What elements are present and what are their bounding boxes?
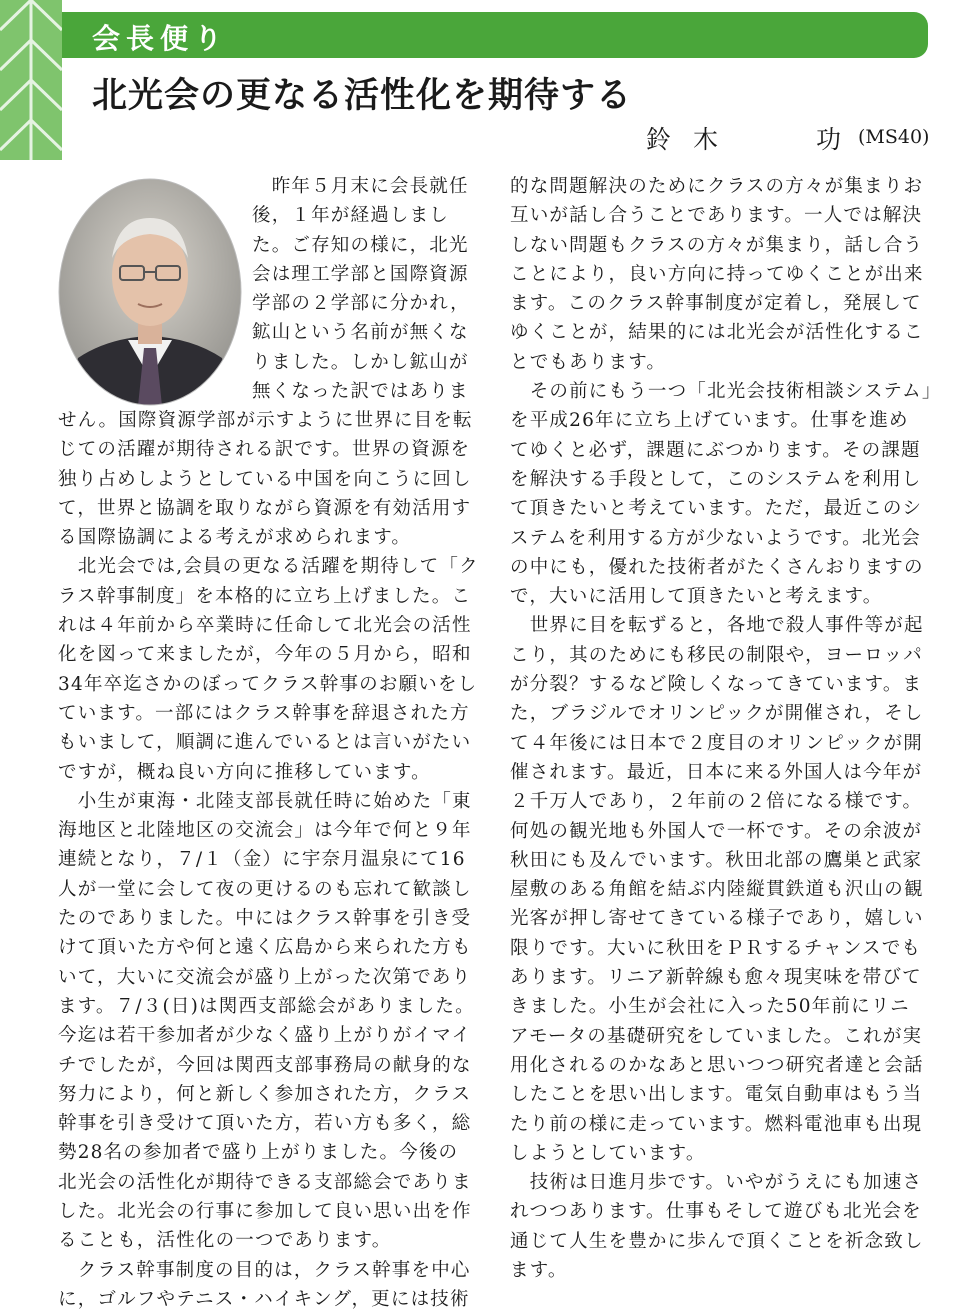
text-line: 会は理工学部と国際資源 (252, 263, 469, 285)
text-line: せん。国際資源学部が示すように世界に目を転 (58, 410, 473, 431)
text-line: 34年卒迄さかのぼってクラス幹事のお願いをし (58, 673, 478, 695)
text-line: その前にもう一つ「北光会技術相談システム」 (510, 381, 942, 403)
corner-decoration (0, 0, 62, 160)
text-line: アモータの基礎研究をしていました。これが実 (510, 1025, 923, 1047)
text-line: じての活躍が期待される訳です。世界の資源を (58, 439, 471, 461)
text-line: 人が一堂に会して夜の更けるのも忘れて歓談し (58, 878, 472, 900)
text-line: した。北光会の行事に参加して良い思い出を作 (58, 1201, 472, 1223)
text-line: 用化されるのかなあと思いつつ研究者達と会話 (510, 1054, 924, 1076)
text-line: たのでありました。中にはクラス幹事を引き受 (58, 908, 472, 930)
text-line: ラス幹事制度」を本格的に立ち上げました。こ (58, 585, 472, 607)
text-line: 通じて人生を豊かに歩んで頂くことを祈念致し (510, 1230, 924, 1252)
text-line: 勢28名の参加者で盛り上がりました。今後の (58, 1142, 459, 1164)
text-line: たり前の様に走っています。燃料電池車も出現 (510, 1113, 923, 1135)
text-line: を平成26年に立ち上げています。仕事を進め (510, 410, 909, 432)
text-line: ことにより，良い方向に持ってゆくことが出来 (510, 263, 924, 285)
text-line: 屋敷のある角館を結ぶ内陸縦貫鉄道も沢山の観 (510, 879, 924, 901)
text-line: ます。 (510, 1259, 568, 1281)
text-line: ます。７/３(日)は関西支部総会がありました。 (58, 995, 475, 1017)
left-column-body (58, 406, 479, 1314)
text-line: 今迄は若干参加者が少なく盛り上がりがイマイ (58, 1025, 472, 1047)
text-line: れつつあります。仕事もそして遊びも北光会を (510, 1201, 922, 1223)
text-line: が分裂？するなど険しくなってきています。ま (510, 674, 923, 696)
text-line: 鉱山という名前が無くな (252, 322, 469, 344)
text-line: 独り占めしようとしている中国を向こうに回し (58, 468, 472, 490)
text-line: いて，大いに交流会が盛り上がった次第であり (58, 966, 472, 988)
right-column-body (510, 172, 942, 1285)
text-line: 学部の２学部に分かれ， (252, 293, 470, 315)
text-line: 互いが話し合うことであります。一人では解決 (510, 205, 923, 227)
text-line: て４年後には日本で２度目のオリンピックが開 (510, 732, 923, 754)
text-line: 何処の観光地も外国人で一杯です。その余波が (510, 820, 923, 842)
text-line: た，ブラジルでオリンピックが開催され，そし (510, 703, 924, 725)
text-line: 化を図って来ましたが，今年の５月から，昭和 (58, 644, 472, 666)
text-line: あります。リニア新幹線も愈々現実味を帯びて (510, 967, 922, 989)
text-line: れは４年前から卒業時に任命して北光会の活性 (58, 615, 472, 637)
text-line: 幹事を引き受けて頂いた方，若い方も多く，総 (58, 1113, 472, 1135)
text-line: とでもあります。 (510, 351, 667, 373)
text-line: しない問題もクラスの方々が集まり，話し合う (510, 234, 924, 256)
section-banner (62, 12, 928, 58)
text-line: しようとしています。 (510, 1142, 706, 1164)
text-line: ですが，概ね良い方向に推移しています。 (58, 761, 431, 783)
text-line: きました。小生が会社に入った50年前にリニ (510, 996, 910, 1018)
text-line: ます。このクラス幹事制度が定着し，発展して (510, 293, 922, 315)
text-line: ています。一部にはクラス幹事を辞退された方 (58, 702, 470, 724)
text-line: 無くなった訳ではありま (252, 381, 469, 403)
author-class: (MS40) (858, 126, 930, 148)
text-line: ゆくことが，結果的には北光会が活性化するこ (510, 322, 924, 344)
left-column-top (252, 172, 470, 406)
text-line: 昨年５月末に会長就任 (252, 176, 469, 197)
text-line: 的な問題解決のためにクラスの方々が集まりお (510, 176, 924, 197)
text-line: 技術は日進月歩です。いやがうえにも加速さ (510, 1172, 923, 1194)
portrait-photo-icon (58, 178, 242, 406)
text-line: に，ゴルフやテニス・ハイキング，更には技術 (58, 1288, 470, 1310)
text-line: る国際協調による考えが求められます。 (58, 527, 412, 549)
text-line: 催されます。最近，日本に来る外国人は今年が (510, 761, 923, 783)
text-line: て頂きたいと考えています。ただ，最近このシ (510, 498, 923, 520)
text-line: てゆくと必ず，課題にぶつかります。その課題 (510, 439, 921, 461)
text-line: 小生が東海・北陸支部長就任時に始めた「東 (58, 790, 472, 812)
text-line: た。ご存知の様に，北光 (252, 234, 469, 256)
text-line: 限りです。大いに秋田をＰＲするチャンスでも (510, 937, 922, 959)
author-family-name: 功 (816, 125, 842, 154)
text-line: 北光会では,会員の更なる活躍を期待して「ク (58, 556, 479, 578)
text-line: 海地区と北陸地区の交流会」は今年で何と９年 (58, 820, 472, 842)
text-line: 光客が押し寄せてきている様子であり，嬉しい (510, 908, 924, 930)
article-title: 北光会の更なる活性化を期待する (92, 76, 633, 116)
text-line: で，大いに活用して頂きたいと考えます。 (510, 586, 883, 608)
text-line: けて頂いた方や何と遠く広島から来られた方も (58, 937, 472, 959)
text-line: 秋田にも及んでいます。秋田北部の鷹巣と武家 (510, 849, 923, 871)
text-line: クラス幹事制度の目的は，クラス幹事を中心 (58, 1259, 471, 1281)
text-line: したことを思い出します。電気自動車はもう当 (510, 1084, 923, 1106)
text-line: チでしたが，今回は関西支部事務局の献身的な (58, 1054, 472, 1076)
section-label: 会長便り (92, 22, 229, 55)
text-line: りました。しかし鉱山が (252, 351, 469, 373)
text-line: て，世界と協調を取りながら資源を有効活用す (58, 497, 472, 519)
text-line: ステムを利用する方が少ないようです。北光会 (510, 527, 921, 549)
text-line: 連続となり，７/１（金）に宇奈月温泉にて16 (58, 849, 466, 871)
text-line: ２千万人であり，２年前の２倍になる様です。 (510, 791, 923, 813)
text-line: の中にも，優れた技術者がたくさんおりますの (510, 556, 924, 578)
text-line: ることも，活性化の一つであります。 (58, 1230, 392, 1252)
text-line: 北光会の活性化が期待できる支部総会でありま (58, 1171, 472, 1193)
text-line: もいまして，順調に進んでいるとは言いがたい (58, 732, 472, 754)
text-line: 後，１年が経過しまし (252, 205, 450, 227)
text-line: こり，其のためにも移民の制限や，ヨーロッパ (510, 644, 923, 666)
text-line: を解決する手段として，このシステムを利用し (510, 468, 922, 490)
text-line: 世界に目を転ずると，各地で殺人事件等が起 (510, 615, 924, 637)
author-given-name: 鈴木 (646, 125, 741, 154)
text-line: 努力により，何と新しく参加された方，クラス (58, 1083, 472, 1105)
